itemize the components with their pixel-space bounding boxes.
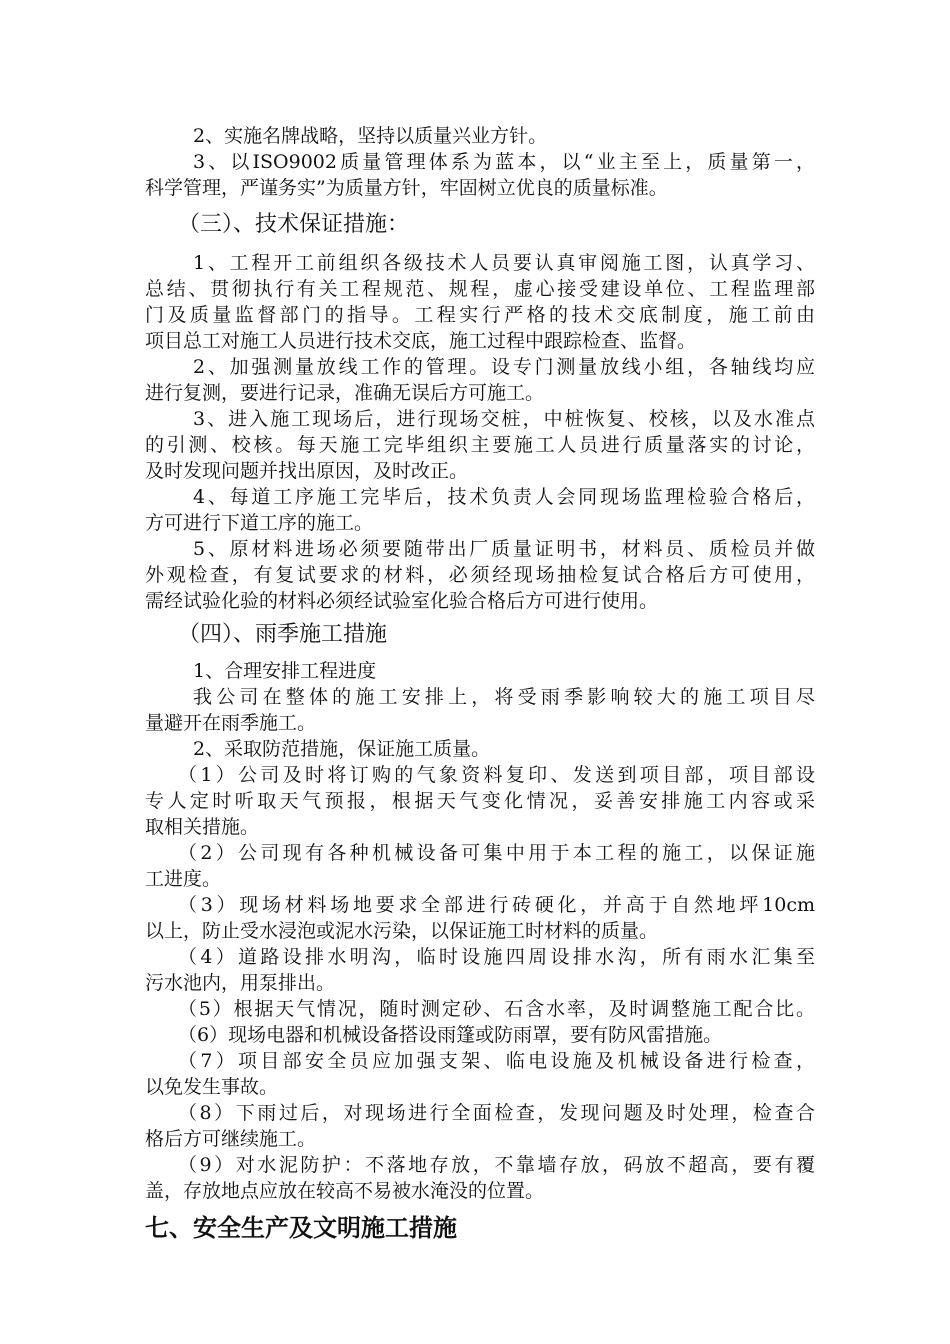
chapter-heading: 七、安全生产及文明施工措施 (145, 1214, 457, 1242)
paragraph-line: 以上，防止受水浸泡或泥水污染，以保证施工时材料的质量。 (145, 920, 659, 942)
paragraph-line: （8）下雨过后，对现场进行全面检查，发现问题及时处理，检查合 (178, 1102, 815, 1124)
paragraph-line: （7）项目部安全员应加强支架、临电设施及机械设备进行检查， (178, 1050, 815, 1072)
paragraph-line: 2、实施名牌战略，坚持以质量兴业方针。 (193, 125, 548, 147)
paragraph-line: 1、工程开工前组织各级技术人员要认真审阅施工图，认真学习、 (193, 252, 815, 274)
paragraph-line: （3）现场材料场地要求全部进行砖硬化，并高于自然地坪10cm (178, 894, 815, 916)
paragraph-line: （6）现场电器和机械设备搭设雨篷或防雨罩，要有防风雷措施。 (178, 1024, 723, 1046)
paragraph-line: 5、原材料进场必须要随带出厂质量证明书，材料员、质检员并做 (193, 538, 815, 560)
paragraph-line: 我公司在整体的施工安排上，将受雨季影响较大的施工项目尽 (193, 686, 815, 708)
paragraph-line: 科学管理，严谨务实”为质量方针，牢固树立优良的质量标准。 (145, 177, 668, 199)
paragraph-line: 的引测、校核。每天施工完毕组织主要施工人员进行质量落实的讨论， (145, 434, 815, 456)
paragraph-line: （2）公司现有各种机械设备可集中用于本工程的施工，以保证施 (178, 842, 815, 864)
paragraph-line: 4、每道工序施工完毕后，技术负责人会同现场监理检验合格后， (193, 486, 815, 508)
paragraph-line: 2、采取防范措施，保证施工质量。 (193, 738, 491, 760)
paragraph-line: 外观检查，有复试要求的材料，必须经现场抽检复试合格后方可使用， (145, 564, 815, 586)
paragraph-line: 及时发现问题并找出原因，及时改正。 (145, 460, 469, 482)
paragraph-line: （5）根据天气情况，随时测定砂、石含水率，及时调整施工配合比。 (178, 998, 815, 1020)
section-heading-3: （三）、技术保证措施： (178, 212, 410, 237)
paragraph-line: 格后方可继续施工。 (145, 1128, 317, 1150)
paragraph-line: 项目总工对施工人员进行技术交底，施工过程中跟踪检查、监督。 (145, 330, 697, 352)
paragraph-line: 1、合理安排工程进度 (193, 660, 377, 682)
paragraph-line: 门及质量监督部门的指导。工程实行严格的技术交底制度，施工前由 (145, 304, 815, 326)
paragraph-line: 总结、贯彻执行有关工程规范、规程，虚心接受建设单位、工程监理部 (145, 278, 815, 300)
paragraph-line: 需经试验化验的材料必须经试验室化验合格后方可进行使用。 (145, 590, 659, 612)
paragraph-line: 2、加强测量放线工作的管理。设专门测量放线小组，各轴线均应 (193, 356, 815, 378)
paragraph-line: （9）对水泥防护：不落地存放，不靠墙存放，码放不超高，要有覆 (178, 1154, 815, 1176)
paragraph-line: 以免发生事故。 (145, 1076, 279, 1098)
paragraph-line: 污水池内，用泵排出。 (145, 972, 336, 994)
paragraph-line: 3、以ISO9002质量管理体系为蓝本，以“业主至上，质量第一， (193, 151, 815, 173)
paragraph-line: 取相关措施。 (145, 816, 260, 838)
paragraph-line: （4）道路设排水明沟，临时设施四周设排水沟，所有雨水汇集至 (178, 946, 815, 968)
paragraph-line: 3、进入施工现场后，进行现场交桩，中桩恢复、校核，以及水准点 (193, 408, 815, 430)
paragraph-line: 工进度。 (145, 868, 222, 890)
paragraph-line: 进行复测，要进行记录，准确无误后方可施工。 (145, 382, 545, 404)
section-heading-4: （四）、雨季施工措施 (178, 622, 388, 647)
paragraph-line: 盖，存放地点应放在较高不易被水淹没的位置。 (145, 1180, 545, 1202)
paragraph-line: （1）公司及时将订购的气象资料复印、发送到项目部，项目部设 (178, 764, 815, 786)
paragraph-line: 方可进行下道工序的施工。 (145, 512, 374, 534)
paragraph-line: 专人定时听取天气预报，根据天气变化情况，妥善安排施工内容或采 (145, 790, 815, 812)
paragraph-line: 量避开在雨季施工。 (145, 712, 317, 734)
